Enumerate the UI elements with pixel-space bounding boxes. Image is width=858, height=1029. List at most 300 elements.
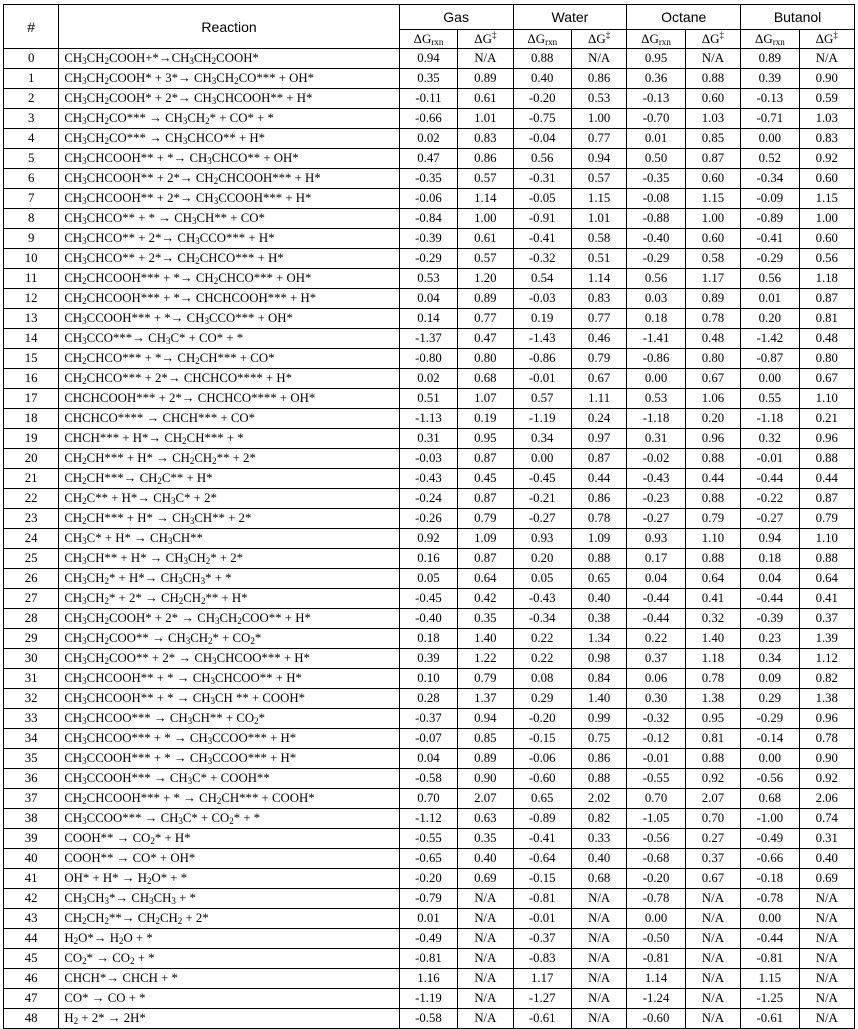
dg-activation-cell-octane: 1.00 <box>685 209 740 229</box>
dg-activation-cell-butanol: N/A <box>799 969 854 989</box>
reaction-equation: $CH_3CHCOOH**$ + *→ $CH_3CHCO** + OH*$ <box>59 149 399 169</box>
row-index: 7 <box>4 189 59 209</box>
dg-activation-cell-gas: 0.90 <box>458 769 513 789</box>
reaction-equation: $CH_3CCOOH*** \to CH_3C*$ + COOH** <box>59 769 399 789</box>
reaction-equation: $CH_3CHCOOH**$ + * → $CH_3CHCOO** + H*$ <box>59 669 399 689</box>
dg-rxn-cell-gas: 0.35 <box>399 69 457 89</box>
reaction-equation: $CH_3CHCOO***$ + * → $CH_3CCOO*** + H*$ <box>59 729 399 749</box>
dg-activation-cell-octane: N/A <box>685 889 740 909</box>
row-index: 36 <box>4 769 59 789</box>
dg-rxn-cell-water: 0.00 <box>513 449 571 469</box>
dg-activation-cell-octane: 1.18 <box>685 649 740 669</box>
dg-activation-cell-butanol: 0.48 <box>799 329 854 349</box>
table-row <box>4 309 855 329</box>
dg-activation-cell-water: 0.88 <box>571 769 626 789</box>
subheader-dg-activation-butanol: ΔG‡ <box>799 30 854 49</box>
dg-rxn-cell-gas: -0.80 <box>399 349 457 369</box>
row-index: 15 <box>4 349 59 369</box>
dg-activation-cell-gas: N/A <box>458 949 513 969</box>
dg-activation-cell-water: 1.01 <box>571 209 626 229</box>
dg-rxn-cell-butanol: 0.04 <box>741 569 799 589</box>
dg-rxn-cell-water: 0.40 <box>513 69 571 89</box>
dg-rxn-cell-octane: 0.18 <box>627 309 685 329</box>
dg-rxn-cell-water: 0.05 <box>513 569 571 589</box>
dg-activation-cell-water: 0.97 <box>571 429 626 449</box>
row-index: 33 <box>4 709 59 729</box>
dg-activation-cell-octane: 1.06 <box>685 389 740 409</box>
dg-rxn-cell-octane: 0.06 <box>627 669 685 689</box>
reaction-equation: $CH_2CHCOOH***$ + *→ $CH_2CHCO*** + OH*$ <box>59 269 399 289</box>
dg-rxn-cell-butanol: -0.01 <box>741 449 799 469</box>
reaction-equation: $CH_2CH_2**\to CH_2CH_2 + 2*$ <box>59 909 399 929</box>
table-row <box>4 589 855 609</box>
dg-rxn-cell-octane: 0.17 <box>627 549 685 569</box>
table-row <box>4 949 855 969</box>
dg-rxn-cell-butanol: 0.39 <box>741 69 799 89</box>
header-group-octane: Octane <box>627 5 741 30</box>
dg-rxn-cell-water: -0.61 <box>513 1009 571 1029</box>
dg-activation-cell-water: N/A <box>571 909 626 929</box>
table-body <box>4 49 855 1029</box>
dg-activation-cell-butanol: 0.37 <box>799 609 854 629</box>
dg-rxn-cell-gas: 0.14 <box>399 309 457 329</box>
dg-rxn-cell-gas: 0.94 <box>399 49 457 69</box>
table-row <box>4 829 855 849</box>
reaction-equation: $CH_3C* + H* \to CH_3CH**$ <box>59 529 399 549</box>
dg-rxn-cell-water: -0.89 <box>513 809 571 829</box>
dg-activation-cell-butanol: 0.74 <box>799 809 854 829</box>
dg-activation-cell-gas: 0.85 <box>458 729 513 749</box>
dg-activation-cell-butanol: 0.21 <box>799 409 854 429</box>
row-index: 44 <box>4 929 59 949</box>
dg-activation-cell-water: N/A <box>571 949 626 969</box>
table-row <box>4 749 855 769</box>
dg-rxn-cell-octane: -0.44 <box>627 589 685 609</box>
dg-rxn-cell-gas: -0.66 <box>399 109 457 129</box>
table-row <box>4 969 855 989</box>
subheader-dg-rxn-water: $\Delta G_{rxn}$ <box>513 30 571 49</box>
dg-activation-cell-octane: 0.78 <box>685 669 740 689</box>
dg-activation-cell-gas: 0.61 <box>458 89 513 109</box>
dg-rxn-cell-gas: 0.04 <box>399 749 457 769</box>
dg-activation-cell-water: 1.34 <box>571 629 626 649</box>
row-index: 26 <box>4 569 59 589</box>
dg-rxn-cell-gas: -0.84 <box>399 209 457 229</box>
subheader-dg-rxn-gas: $\Delta G_{rxn}$ <box>399 30 457 49</box>
row-index: 37 <box>4 789 59 809</box>
dg-rxn-cell-octane: 0.95 <box>627 49 685 69</box>
table-row <box>4 929 855 949</box>
dg-activation-cell-water: N/A <box>571 1009 626 1029</box>
dg-activation-cell-water: N/A <box>571 49 626 69</box>
reaction-equation: $CH_3CH_2* + H*\to CH_3CH_3*$ + * <box>59 569 399 589</box>
dg-rxn-cell-gas: 0.51 <box>399 389 457 409</box>
dg-rxn-cell-gas: -0.39 <box>399 229 457 249</box>
row-index: 30 <box>4 649 59 669</box>
reaction-equation: $OH* + H* \to H_2O*$ + * <box>59 869 399 889</box>
dg-activation-cell-octane: 0.79 <box>685 509 740 529</box>
dg-activation-cell-octane: 0.37 <box>685 849 740 869</box>
dg-activation-cell-octane: 0.81 <box>685 729 740 749</box>
dg-rxn-cell-gas: 0.47 <box>399 149 457 169</box>
dg-rxn-cell-gas: 0.39 <box>399 649 457 669</box>
dg-rxn-cell-butanol: 0.68 <box>741 789 799 809</box>
dg-rxn-cell-water: -0.60 <box>513 769 571 789</box>
dg-activation-cell-octane: 0.67 <box>685 869 740 889</box>
dg-activation-cell-octane: 0.64 <box>685 569 740 589</box>
dg-activation-cell-octane: 1.03 <box>685 109 740 129</box>
table-row <box>4 49 855 69</box>
dg-activation-cell-octane: 1.10 <box>685 529 740 549</box>
table-row <box>4 649 855 669</box>
dg-rxn-cell-butanol: -1.00 <box>741 809 799 829</box>
dg-rxn-cell-gas: -0.45 <box>399 589 457 609</box>
dg-activation-cell-butanol: N/A <box>799 949 854 969</box>
dg-rxn-cell-gas: -1.37 <box>399 329 457 349</box>
row-index: 6 <box>4 169 59 189</box>
dg-activation-cell-water: N/A <box>571 989 626 1009</box>
subheader-dg-activation-water: ΔG‡ <box>571 30 626 49</box>
row-index: 5 <box>4 149 59 169</box>
dg-activation-cell-gas: 0.79 <box>458 509 513 529</box>
row-index: 42 <box>4 889 59 909</box>
dg-activation-cell-octane: 0.60 <box>685 89 740 109</box>
dg-rxn-cell-octane: -0.32 <box>627 709 685 729</box>
reaction-equation: $CH_2CH*** + H* \to CH_3CH** + 2*$ <box>59 509 399 529</box>
row-index: 2 <box>4 89 59 109</box>
dg-rxn-cell-water: -0.81 <box>513 889 571 909</box>
reaction-equation: $CH_3CHCOOH** + 2*\to$ $CH_3CCOOH*** + H*$ <box>59 189 399 209</box>
dg-rxn-cell-water: -0.27 <box>513 509 571 529</box>
table-row <box>4 609 855 629</box>
subheader-dg-rxn-octane: $\Delta G_{rxn}$ <box>627 30 685 49</box>
dg-rxn-cell-water: -0.01 <box>513 369 571 389</box>
dg-activation-cell-octane: 0.48 <box>685 329 740 349</box>
dg-activation-cell-octane: 0.20 <box>685 409 740 429</box>
dg-activation-cell-butanol: 0.92 <box>799 149 854 169</box>
dg-rxn-cell-water: -0.43 <box>513 589 571 609</box>
dg-activation-cell-water: 0.99 <box>571 709 626 729</box>
dg-rxn-cell-water: -0.06 <box>513 749 571 769</box>
dg-rxn-cell-water: 1.17 <box>513 969 571 989</box>
dg-rxn-cell-butanol: -0.89 <box>741 209 799 229</box>
table-row <box>4 809 855 829</box>
dg-rxn-cell-gas: 0.31 <box>399 429 457 449</box>
dg-rxn-cell-octane: -0.70 <box>627 109 685 129</box>
dg-activation-cell-octane: 0.80 <box>685 349 740 369</box>
dg-activation-cell-octane: N/A <box>685 909 740 929</box>
dg-rxn-cell-gas: 0.04 <box>399 289 457 309</box>
dg-rxn-cell-water: -0.21 <box>513 489 571 509</box>
reaction-equation: $CH_3CH** + H* \to CH_3CH_2* + 2*$ <box>59 549 399 569</box>
dg-rxn-cell-water: -0.05 <box>513 189 571 209</box>
reaction-equation: $CH_3CHCOOH**$ + * → $CH_3CH$ ** + COOH* <box>59 689 399 709</box>
dg-rxn-cell-gas: 0.92 <box>399 529 457 549</box>
dg-activation-cell-octane: 1.17 <box>685 269 740 289</box>
subheader-dg-activation-octane: ΔG‡ <box>685 30 740 49</box>
dg-activation-cell-gas: 0.63 <box>458 809 513 829</box>
row-index: 12 <box>4 289 59 309</box>
dg-rxn-cell-butanol: 0.56 <box>741 269 799 289</box>
reaction-equation: $CH_2CHCO*** + 2*\to$ CHCHCO**** + H* <box>59 369 399 389</box>
reaction-equation: $CO_2* \to CO_2$ + * <box>59 949 399 969</box>
row-index: 47 <box>4 989 59 1009</box>
dg-rxn-cell-gas: 0.70 <box>399 789 457 809</box>
dg-activation-cell-water: 0.57 <box>571 169 626 189</box>
dg-activation-cell-water: N/A <box>571 929 626 949</box>
dg-activation-cell-water: 1.09 <box>571 529 626 549</box>
dg-rxn-cell-gas: -1.12 <box>399 809 457 829</box>
dg-activation-cell-butanol: 0.83 <box>799 129 854 149</box>
dg-rxn-cell-gas: 0.01 <box>399 909 457 929</box>
dg-rxn-cell-octane: -0.78 <box>627 889 685 909</box>
dg-activation-cell-octane: 0.89 <box>685 289 740 309</box>
row-index: 28 <box>4 609 59 629</box>
reaction-equation: CHCH*** + $H*\to CH_2CH***$ + * <box>59 429 399 449</box>
reaction-equation: $CH_3CHCOOH** + 2*\to$ $CH_2CHCOOH*** + H*$ <box>59 169 399 189</box>
dg-rxn-cell-butanol: -0.27 <box>741 509 799 529</box>
dg-rxn-cell-water: -0.15 <box>513 869 571 889</box>
dg-rxn-cell-butanol: -0.44 <box>741 469 799 489</box>
dg-rxn-cell-gas: -0.55 <box>399 829 457 849</box>
dg-rxn-cell-octane: 0.30 <box>627 689 685 709</box>
dg-rxn-cell-gas: -0.79 <box>399 889 457 909</box>
dg-activation-cell-butanol: 0.69 <box>799 869 854 889</box>
dg-activation-cell-butanol: 0.92 <box>799 769 854 789</box>
row-index: 0 <box>4 49 59 69</box>
dg-activation-cell-gas: 0.83 <box>458 129 513 149</box>
dg-rxn-cell-octane: -1.24 <box>627 989 685 1009</box>
dg-rxn-cell-butanol: -0.56 <box>741 769 799 789</box>
dg-rxn-cell-octane: -1.18 <box>627 409 685 429</box>
reaction-equation: $CH_3CHCO** + 2*\to$ $CH_2CHCO*** + H*$ <box>59 249 399 269</box>
dg-activation-cell-water: 0.86 <box>571 69 626 89</box>
dg-activation-cell-gas: 0.35 <box>458 829 513 849</box>
reaction-equation: $CH_3CHCO**$ + * → $CH_3CH** + CO*$ <box>59 209 399 229</box>
dg-rxn-cell-water: 0.93 <box>513 529 571 549</box>
dg-activation-cell-gas: 0.57 <box>458 169 513 189</box>
dg-activation-cell-gas: 0.86 <box>458 149 513 169</box>
dg-activation-cell-gas: 0.87 <box>458 449 513 469</box>
dg-activation-cell-gas: 0.80 <box>458 349 513 369</box>
table-row <box>4 429 855 449</box>
dg-activation-cell-butanol: 0.81 <box>799 309 854 329</box>
dg-activation-cell-butanol: 0.64 <box>799 569 854 589</box>
row-index: 4 <box>4 129 59 149</box>
subheader-dg-activation-gas: ΔG‡ <box>458 30 513 49</box>
row-index: 25 <box>4 549 59 569</box>
row-index: 3 <box>4 109 59 129</box>
dg-rxn-cell-water: 0.54 <box>513 269 571 289</box>
dg-rxn-cell-butanol: 0.00 <box>741 909 799 929</box>
dg-rxn-cell-butanol: 0.89 <box>741 49 799 69</box>
dg-activation-cell-water: 1.40 <box>571 689 626 709</box>
dg-rxn-cell-gas: -0.43 <box>399 469 457 489</box>
row-index: 35 <box>4 749 59 769</box>
dg-rxn-cell-octane: -0.29 <box>627 249 685 269</box>
dg-rxn-cell-gas: 0.05 <box>399 569 457 589</box>
dg-activation-cell-butanol: N/A <box>799 989 854 1009</box>
dg-activation-cell-butanol: 0.90 <box>799 749 854 769</box>
dg-rxn-cell-water: 0.19 <box>513 309 571 329</box>
dg-rxn-cell-butanol: 1.15 <box>741 969 799 989</box>
reaction-equation: $CH_3CH_2COO** \to CH_3CH_2* + CO_2*$ <box>59 629 399 649</box>
dg-activation-cell-gas: 1.37 <box>458 689 513 709</box>
dg-rxn-cell-octane: -0.86 <box>627 349 685 369</box>
reaction-equation: COOH** → $CO_2* + H*$ <box>59 829 399 849</box>
dg-activation-cell-butanol: 0.96 <box>799 429 854 449</box>
dg-activation-cell-butanol: 0.41 <box>799 589 854 609</box>
reaction-equation: $CH_3CHCO** + 2*\to CH_3CCO*** + H*$ <box>59 229 399 249</box>
dg-activation-cell-water: 0.53 <box>571 89 626 109</box>
row-index: 19 <box>4 429 59 449</box>
dg-activation-cell-water: 0.78 <box>571 509 626 529</box>
dg-rxn-cell-octane: -0.43 <box>627 469 685 489</box>
dg-activation-cell-butanol: 0.88 <box>799 549 854 569</box>
table-row <box>4 789 855 809</box>
row-index: 31 <box>4 669 59 689</box>
dg-activation-cell-water: 1.11 <box>571 389 626 409</box>
dg-activation-cell-gas: N/A <box>458 989 513 1009</box>
dg-rxn-cell-gas: -0.35 <box>399 169 457 189</box>
dg-rxn-cell-gas: 0.53 <box>399 269 457 289</box>
table-row <box>4 149 855 169</box>
table-row <box>4 849 855 869</box>
dg-rxn-cell-water: -0.15 <box>513 729 571 749</box>
dg-rxn-cell-octane: -0.12 <box>627 729 685 749</box>
dg-activation-cell-water: 0.51 <box>571 249 626 269</box>
reaction-equation: $CH_3CH_2CO*** \to CH_3CH_2* + CO*$ + * <box>59 109 399 129</box>
dg-rxn-cell-butanol: 0.01 <box>741 289 799 309</box>
reaction-equation: CHCHCOOH*** + 2*→ CHCHCO**** + OH* <box>59 389 399 409</box>
dg-rxn-cell-butanol: 0.23 <box>741 629 799 649</box>
dg-activation-cell-water: 0.38 <box>571 609 626 629</box>
dg-rxn-cell-octane: -0.50 <box>627 929 685 949</box>
dg-rxn-cell-butanol: -0.41 <box>741 229 799 249</box>
dg-rxn-cell-gas: -0.58 <box>399 769 457 789</box>
dg-activation-cell-water: N/A <box>571 889 626 909</box>
dg-rxn-cell-octane: -0.81 <box>627 949 685 969</box>
dg-rxn-cell-gas: -0.26 <box>399 509 457 529</box>
dg-activation-cell-butanol: 0.82 <box>799 669 854 689</box>
dg-activation-cell-octane: 0.88 <box>685 489 740 509</box>
row-index: 40 <box>4 849 59 869</box>
dg-activation-cell-butanol: 1.18 <box>799 269 854 289</box>
dg-activation-cell-gas: 0.87 <box>458 489 513 509</box>
header-group-water: Water <box>513 5 627 30</box>
dg-rxn-cell-water: -0.32 <box>513 249 571 269</box>
dg-activation-cell-water: 0.84 <box>571 669 626 689</box>
dg-rxn-cell-gas: -0.65 <box>399 849 457 869</box>
dg-activation-cell-gas: 2.07 <box>458 789 513 809</box>
dg-activation-cell-water: 1.14 <box>571 269 626 289</box>
reaction-equation: $CH_3CH_2COOH* + 2* \to CH_3CH_2COO** + H*$ <box>59 609 399 629</box>
dg-rxn-cell-butanol: 0.00 <box>741 129 799 149</box>
dg-activation-cell-octane: 0.58 <box>685 249 740 269</box>
reaction-equation: COOH** → CO* + OH* <box>59 849 399 869</box>
dg-activation-cell-octane: 0.95 <box>685 709 740 729</box>
dg-activation-cell-gas: 1.40 <box>458 629 513 649</box>
dg-rxn-cell-octane: -0.20 <box>627 869 685 889</box>
dg-rxn-cell-butanol: 0.32 <box>741 429 799 449</box>
table-row <box>4 889 855 909</box>
dg-activation-cell-octane: 0.44 <box>685 469 740 489</box>
dg-activation-cell-octane: N/A <box>685 929 740 949</box>
dg-rxn-cell-butanol: -1.25 <box>741 989 799 1009</box>
dg-rxn-cell-octane: 0.37 <box>627 649 685 669</box>
dg-rxn-cell-octane: 0.93 <box>627 529 685 549</box>
dg-activation-cell-octane: 0.87 <box>685 149 740 169</box>
dg-activation-cell-butanol: 0.67 <box>799 369 854 389</box>
dg-activation-cell-octane: 1.15 <box>685 189 740 209</box>
dg-activation-cell-water: 0.86 <box>571 489 626 509</box>
table-row <box>4 249 855 269</box>
dg-activation-cell-butanol: 0.60 <box>799 169 854 189</box>
dg-rxn-cell-octane: -0.88 <box>627 209 685 229</box>
dg-activation-cell-octane: 0.88 <box>685 449 740 469</box>
dg-activation-cell-octane: 0.67 <box>685 369 740 389</box>
dg-rxn-cell-butanol: -0.71 <box>741 109 799 129</box>
dg-activation-cell-gas: N/A <box>458 49 513 69</box>
dg-rxn-cell-water: -0.86 <box>513 349 571 369</box>
reaction-equation: $CH_3CH_2COOH* + 2*\to$ $CH_3CHCOOH** + H*$ <box>59 89 399 109</box>
dg-rxn-cell-octane: -0.56 <box>627 829 685 849</box>
dg-activation-cell-gas: 1.14 <box>458 189 513 209</box>
reaction-equation: $H_2 + 2* \to 2H*$ <box>59 1009 399 1029</box>
dg-activation-cell-water: 1.15 <box>571 189 626 209</box>
header-reaction: Reaction <box>59 5 399 49</box>
table-row <box>4 909 855 929</box>
dg-activation-cell-octane: 0.27 <box>685 829 740 849</box>
dg-rxn-cell-gas: 0.10 <box>399 669 457 689</box>
row-index: 9 <box>4 229 59 249</box>
row-index: 14 <box>4 329 59 349</box>
reaction-equation: $H_2O*\to H_2O$ + * <box>59 929 399 949</box>
reaction-energy-table <box>3 4 855 1029</box>
header-group-butanol: Butanol <box>741 5 855 30</box>
dg-rxn-cell-gas: -0.03 <box>399 449 457 469</box>
dg-activation-cell-water: 0.58 <box>571 229 626 249</box>
dg-rxn-cell-water: -0.34 <box>513 609 571 629</box>
reaction-equation: $CH_3CCOOH***$ + * → $CH_3CCOO*** + H*$ <box>59 749 399 769</box>
dg-rxn-cell-gas: 0.16 <box>399 549 457 569</box>
table-row <box>4 769 855 789</box>
dg-rxn-cell-octane: -0.01 <box>627 749 685 769</box>
dg-rxn-cell-octane: 1.14 <box>627 969 685 989</box>
dg-rxn-cell-water: -0.04 <box>513 129 571 149</box>
dg-rxn-cell-butanol: 0.29 <box>741 689 799 709</box>
table-row <box>4 469 855 489</box>
dg-activation-cell-gas: N/A <box>458 1009 513 1029</box>
row-index: 11 <box>4 269 59 289</box>
dg-activation-cell-butanol: 0.96 <box>799 709 854 729</box>
reaction-equation: $CH_3CH_2COOH* + 3*\to CH_3CH_2CO*** + OH*$ <box>59 69 399 89</box>
dg-rxn-cell-butanol: -0.66 <box>741 849 799 869</box>
dg-rxn-cell-octane: 0.01 <box>627 129 685 149</box>
dg-activation-cell-octane: N/A <box>685 989 740 1009</box>
row-index: 34 <box>4 729 59 749</box>
dg-activation-cell-octane: 0.92 <box>685 769 740 789</box>
dg-rxn-cell-water: -0.37 <box>513 929 571 949</box>
row-index: 39 <box>4 829 59 849</box>
dg-rxn-cell-butanol: -0.18 <box>741 869 799 889</box>
row-index: 32 <box>4 689 59 709</box>
dg-rxn-cell-gas: -0.11 <box>399 89 457 109</box>
dg-rxn-cell-gas: -0.20 <box>399 869 457 889</box>
dg-activation-cell-octane: 0.85 <box>685 129 740 149</box>
dg-activation-cell-gas: 1.00 <box>458 209 513 229</box>
table-row <box>4 489 855 509</box>
